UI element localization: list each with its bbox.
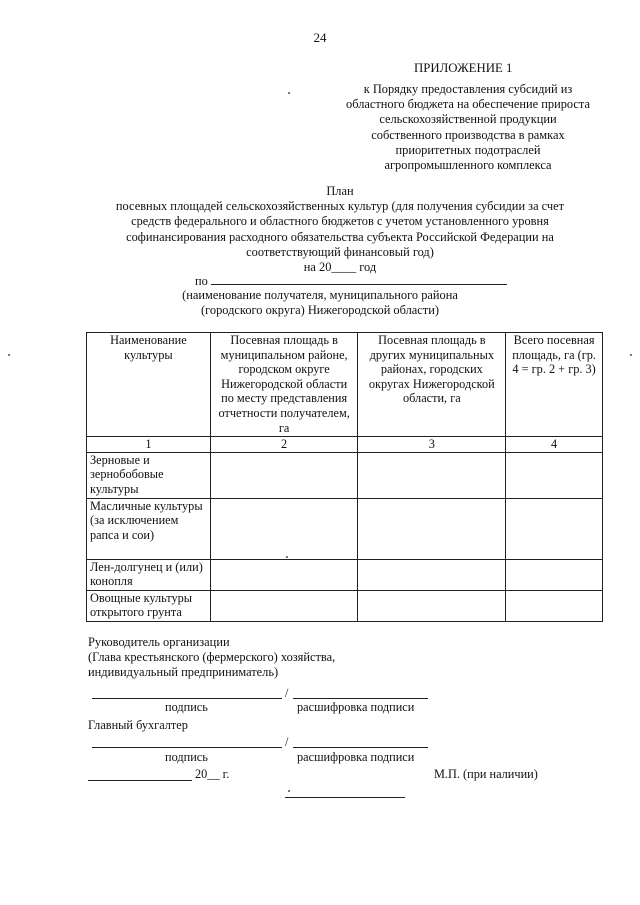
row-culture-name: Масличные культуры (за исключением рапса и сои) — [87, 498, 211, 559]
bottom-line — [285, 797, 405, 798]
slash: / — [285, 735, 289, 749]
table-header-row — [87, 333, 603, 437]
table-row — [87, 452, 603, 498]
recipient-blank-line — [211, 275, 507, 285]
head-decode-line[interactable] — [293, 698, 428, 699]
plan-line: соответствующий финансовый год) — [246, 244, 434, 259]
plan-year: на 20____ год — [303, 260, 377, 275]
recipient-field — [195, 274, 507, 289]
head-caption-line: индивидуальный предприниматель) — [88, 665, 279, 680]
scan-speck — [630, 354, 632, 356]
appendix-line: к Порядку предоставления субсидий из — [363, 82, 573, 96]
input-cell[interactable] — [506, 590, 603, 621]
table-row — [87, 559, 603, 590]
appendix-line: сельскохозяйственной продукции — [379, 112, 557, 127]
input-cell[interactable] — [358, 559, 506, 590]
column-number-row — [87, 437, 603, 453]
input-cell[interactable] — [210, 590, 358, 621]
date-line[interactable] — [88, 780, 192, 781]
slash: / — [285, 686, 289, 700]
input-cell[interactable] — [358, 498, 506, 559]
appendix-line: собственного производства в рамках — [371, 127, 565, 142]
scan-speck — [8, 354, 10, 356]
decode-label: расшифровка подписи — [297, 700, 415, 714]
row-culture-name: Зерновые и зернобобовые культуры — [87, 452, 211, 498]
input-cell[interactable] — [358, 452, 506, 498]
table-row — [87, 590, 603, 621]
row-culture-name: Овощные культуры открытого грунта — [87, 590, 211, 621]
input-cell[interactable] — [210, 452, 358, 498]
input-cell[interactable] — [506, 452, 603, 498]
head-caption-line: (Глава крестьянского (фермерского) хозяйства, — [88, 650, 336, 665]
row-culture-name: Лен-долгунец и (или) конопля — [87, 559, 211, 590]
header-area-other-districts: Посевная площадь в других муниципальных районах, городских округах Нижегородской области, га — [358, 333, 506, 437]
scan-speck — [288, 92, 290, 94]
plan-line: посевных площадей сельскохозяйственных культур (для получения субсидии за счет — [115, 199, 565, 214]
accountant-signature-line[interactable] — [92, 747, 282, 748]
po-label: по — [195, 274, 208, 288]
column-number: 4 — [506, 437, 603, 453]
signature-label: подпись — [165, 700, 208, 714]
appendix-body — [320, 82, 616, 173]
plan-line: средств федерального и областного бюджетов с учетом установленного уровня — [131, 214, 549, 229]
recipient-caption — [130, 288, 510, 318]
input-cell[interactable] — [210, 498, 358, 559]
header-area-own-district: Посевная площадь в муниципальном районе, городском округе Нижегородской области по месту представления отчетности получателем, га — [210, 333, 358, 437]
scan-speck — [286, 556, 288, 558]
head-signature-caption — [88, 635, 335, 681]
page-number: 24 — [313, 30, 327, 45]
plan-line: софинансирования расходного обязательства субъекта Российской Федерации на — [126, 229, 554, 244]
column-number: 1 — [87, 437, 211, 453]
scan-speck — [288, 790, 290, 792]
head-caption-line: Руководитель организации — [88, 635, 230, 649]
plan-heading: План — [326, 184, 354, 198]
input-cell[interactable] — [506, 498, 603, 559]
head-signature-line[interactable] — [92, 698, 282, 699]
signature-label: подпись — [165, 750, 208, 764]
table-row — [87, 498, 603, 559]
plan-heading-block — [60, 184, 620, 275]
appendix-line: областного бюджета на обеспечение прироста — [346, 97, 590, 112]
recipient-caption-line: (наименование получателя, муниципального района — [182, 288, 458, 302]
input-cell[interactable] — [506, 559, 603, 590]
appendix-line: агропромышленного комплекса — [384, 158, 552, 173]
appendix-title: ПРИЛОЖЕНИЕ 1 — [414, 61, 513, 75]
date-year-label: 20__ г. — [195, 767, 230, 781]
header-area-total: Всего посевная площадь, га (гр. 4 = гр. 2 + гр. 3) — [506, 333, 603, 437]
chief-accountant-label: Главный бухгалтер — [88, 718, 188, 732]
decode-label: расшифровка подписи — [297, 750, 415, 764]
stamp-label: М.П. (при наличии) — [434, 767, 538, 781]
column-number: 3 — [358, 437, 506, 453]
crops-table — [86, 332, 603, 622]
accountant-decode-line[interactable] — [293, 747, 428, 748]
recipient-caption-line: (городского округа) Нижегородской области) — [201, 303, 439, 318]
appendix-line: приоритетных подотраслей — [395, 142, 541, 157]
input-cell[interactable] — [358, 590, 506, 621]
header-culture: Наименование культуры — [87, 333, 211, 437]
input-cell[interactable] — [210, 559, 358, 590]
column-number: 2 — [210, 437, 358, 453]
